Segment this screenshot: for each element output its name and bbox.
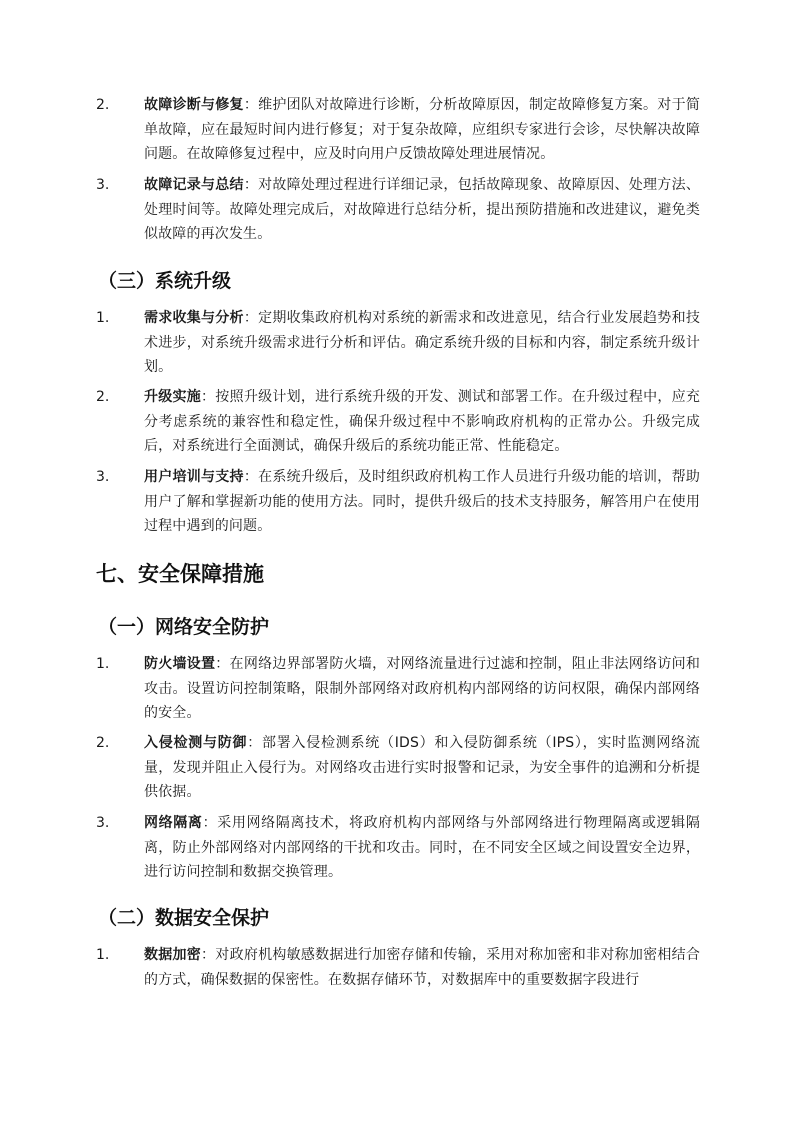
subsection-heading: （三）系统升级 <box>98 270 232 292</box>
list-item <box>96 943 700 992</box>
item-body: ：对政府机构敏感数据进行加密存储和传输，采用对称加密和非对称加密相结合的方式，确保数据的保密性。在数据存储环节，对数据库中的重要数据字段进行 <box>144 947 700 988</box>
list-number: 3. <box>96 177 110 193</box>
list-text <box>144 306 700 380</box>
item-body: ：采用网络隔离技术，将政府机构内部网络与外部网络进行物理隔离或逻辑隔离，防止外部网络对内部网络的干扰和攻击。同时，在不同安全区域之间设置安全边界，进行访问控制和数据交换管理。 <box>144 815 700 880</box>
list-item <box>96 173 700 247</box>
list-number: 3. <box>96 469 110 485</box>
list-number: 2. <box>96 389 110 405</box>
subsection-heading: （一）网络安全防护 <box>98 616 270 638</box>
item-title: 数据加密 <box>144 947 202 963</box>
list-text <box>144 943 700 992</box>
item-title: 网络隔离 <box>144 815 203 831</box>
list-number: 1. <box>96 310 110 326</box>
item-body: ：维护团队对故障进行诊断，分析故障原因，制定故障修复方案。对于简单故障，应在最短时间内进行修复；对于复杂故障，应组织专家进行会诊，尽快解决故障问题。在故障修复过程中，应及时向用户反馈故障处理进展情况。 <box>144 97 700 162</box>
item-title: 入侵检测与防御 <box>144 735 248 751</box>
section-heading: 七、安全保障措施 <box>96 562 264 586</box>
item-title: 用户培训与支持 <box>144 469 244 485</box>
item-body: ：按照升级计划，进行系统升级的开发、测试和部署工作。在升级过程中，应充分考虑系统的兼容性和稳定性，确保升级过程中不影响政府机构的正常办公。升级完成后，对系统进行全面测试，确保升级后的系统功能正常、性能稳定。 <box>144 389 700 454</box>
list-text <box>144 811 700 885</box>
list-number: 1. <box>96 656 110 672</box>
list-text <box>144 173 700 247</box>
list-number: 2. <box>96 97 110 113</box>
list-item <box>96 652 700 726</box>
list-text <box>144 465 700 539</box>
list-text <box>144 385 700 459</box>
item-body: ：在网络边界部署防火墙，对网络流量进行过滤和控制，阻止非法网络访问和攻击。设置访问控制策略，限制外部网络对政府机构内部网络的访问权限，确保内部网络的安全。 <box>144 656 700 721</box>
list-text <box>144 652 700 726</box>
item-title: 需求收集与分析 <box>144 310 244 326</box>
list-item <box>96 306 700 380</box>
item-body: ：部署入侵检测系统（IDS）和入侵防御系统（IPS），实时监测网络流量，发现并阻止入侵行为。对网络攻击进行实时报警和记录，为安全事件的追溯和分析提供依据。 <box>144 735 700 800</box>
list-text <box>144 731 700 805</box>
list-number: 1. <box>96 947 110 963</box>
list-item <box>96 811 700 885</box>
list-item <box>96 731 700 805</box>
list-item <box>96 93 700 167</box>
item-body: ：对故障处理过程进行详细记录，包括故障现象、故障原因、处理方法、处理时间等。故障处理完成后，对故障进行总结分析，提出预防措施和改进建议，避免类似故障的再次发生。 <box>144 177 700 242</box>
list-number: 3. <box>96 815 110 831</box>
item-title: 防火墙设置 <box>144 656 216 672</box>
list-item <box>96 385 700 459</box>
list-item <box>96 465 700 539</box>
item-title: 故障记录与总结 <box>144 177 244 193</box>
item-body: ：定期收集政府机构对系统的新需求和改进意见，结合行业发展趋势和技术进步，对系统升级需求进行分析和评估。确定系统升级的目标和内容，制定系统升级计划。 <box>144 310 700 375</box>
item-title: 升级实施 <box>144 389 202 405</box>
item-body: ：在系统升级后，及时组织政府机构工作人员进行升级功能的培训，帮助用户了解和掌握新功能的使用方法。同时，提供升级后的技术支持服务，解答用户在使用过程中遇到的问题。 <box>144 469 700 534</box>
subsection-heading: （二）数据安全保护 <box>98 907 270 929</box>
list-number: 2. <box>96 735 110 751</box>
item-title: 故障诊断与修复 <box>144 97 244 113</box>
list-text <box>144 93 700 167</box>
